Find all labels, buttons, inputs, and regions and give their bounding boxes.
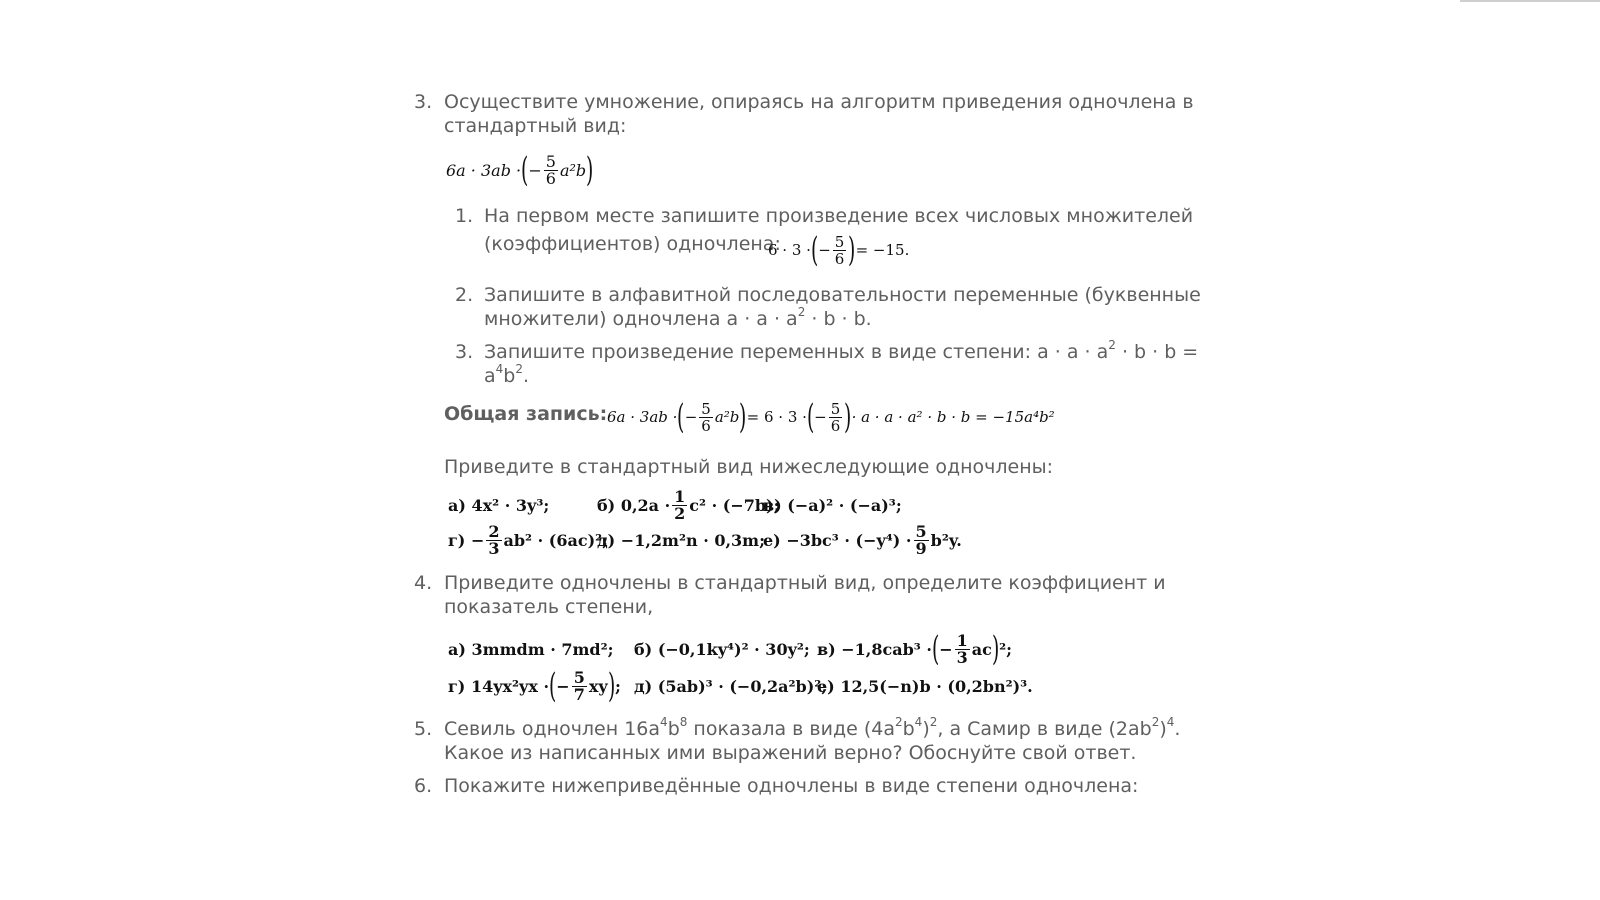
q3-ex-e: е) −3bc³ · (−y⁴) · $\frac{5}{9}$ b²y. bbox=[763, 521, 962, 558]
step-2-number: 2. bbox=[455, 284, 474, 306]
paren-close: ) bbox=[848, 230, 856, 270]
paren-close: ) bbox=[739, 397, 747, 437]
paren-open: ( bbox=[677, 397, 685, 437]
step-1-line2: (коэффициентов) одночлена: bbox=[484, 233, 781, 255]
step-3-line1: Запишите произведение переменных в виде степени: $a \cdot a \cdot a^2 \cdot b \cdot b$ = bbox=[484, 337, 1199, 363]
paren-open: ( bbox=[521, 150, 529, 190]
general-fraction-1 bbox=[699, 401, 713, 434]
ex-g-fraction: $\frac{2}{3}$ bbox=[488, 521, 500, 558]
q3-formula-coef: − bbox=[528, 160, 542, 180]
minus-sign: − bbox=[939, 639, 953, 659]
fraction-denominator: 6 bbox=[830, 416, 841, 435]
fraction-numerator: 5 bbox=[834, 232, 845, 251]
q4-text-line2: показатель степени, bbox=[444, 596, 654, 618]
top-divider bbox=[1460, 0, 1600, 2]
q3-ex-a: а) 4x² · 3y³; bbox=[448, 495, 550, 515]
q5-number: 5. bbox=[414, 718, 433, 740]
step-1-fraction bbox=[833, 234, 847, 267]
minus-sign: − bbox=[818, 241, 831, 259]
paren-close: ) bbox=[586, 150, 594, 190]
general-record-label: Общая запись: bbox=[444, 403, 608, 425]
q4-ex-d: д) (5ab)³ · (−0,2a²b)²; bbox=[634, 676, 828, 696]
general-math-c: = 6 · 3 · bbox=[746, 408, 807, 426]
general-record-formula bbox=[607, 395, 1055, 439]
general-math-b: a²b bbox=[714, 408, 740, 426]
q6-number: 6. bbox=[414, 775, 433, 797]
q4-g-fraction: $\frac{5}{7}$ bbox=[573, 667, 585, 704]
q3-formula-left: 6a · 3ab · bbox=[446, 160, 522, 180]
paren-open: ( bbox=[549, 666, 557, 706]
fraction-denominator: 6 bbox=[545, 168, 556, 188]
step-1-line1: На первом месте запишите произведение всех числовых множителей bbox=[484, 205, 1194, 227]
ex-e-fraction: $\frac{5}{9}$ bbox=[915, 521, 927, 558]
q4-ex-g: г) 14yx²yx · ( − $\frac{5}{7}$ xy ) ; bbox=[448, 666, 621, 706]
step-1-number: 1. bbox=[455, 205, 474, 227]
general-math-a: 6a · 3ab · bbox=[607, 408, 678, 426]
q3-ex-b: б) 0,2a · $\frac{1}{2}$ c² · (−7b); bbox=[597, 486, 780, 523]
q4-ex-e: е) 12,5(−n)b · (0,2bn²)³. bbox=[817, 676, 1033, 696]
q6-text-line1: Покажите нижеприведённые одночлены в виде степени одночлена: bbox=[444, 775, 1139, 797]
ex-b-fraction: $\frac{1}{2}$ bbox=[674, 486, 686, 523]
q3-formula bbox=[446, 148, 593, 192]
minus-sign: − bbox=[684, 408, 698, 426]
paren-close: ) bbox=[607, 666, 615, 706]
q4-ex-v: в) −1,8cab³ · ( − $\frac{1}{3}$ ac ) ²; bbox=[817, 629, 1013, 669]
q3-text-line1: Осуществите умножение, опираясь на алгоритм приведения одночлена в bbox=[444, 91, 1194, 113]
q4-number: 4. bbox=[414, 572, 433, 594]
instruction-text: Приведите в стандартный вид нижеследующие одночлены: bbox=[444, 456, 1054, 478]
paren-open: ( bbox=[931, 629, 940, 669]
q5-text-line1: Севиль одночлен $16a^4b^8$ показала в виде $(4a^2b^4)^2$, а Самир в виде $(2ab^2)^4$. bbox=[444, 714, 1181, 740]
q3-ex-d: д) −1,2m²n · 0,3m; bbox=[597, 530, 765, 550]
q3-number: 3. bbox=[414, 91, 433, 113]
fraction-numerator: 5 bbox=[830, 399, 841, 418]
step-1-formula bbox=[768, 228, 909, 272]
q4-v-fraction: $\frac{1}{3}$ bbox=[956, 630, 968, 667]
step-2-line2: множители) одночлена $a \cdot a \cdot a^2 \cdot b \cdot b$. bbox=[484, 304, 872, 330]
q4-ex-b: б) (−0,1ky⁴)² · 30y²; bbox=[634, 639, 810, 659]
paren-close: ) bbox=[844, 397, 852, 437]
minus-sign: − bbox=[814, 408, 827, 426]
q3-formula-fraction bbox=[544, 151, 558, 188]
q3-text-line2: стандартный вид: bbox=[444, 115, 627, 137]
paren-open: ( bbox=[806, 397, 815, 437]
general-math-d: · a · a · a² · b · b = −15a⁴b² bbox=[851, 408, 1055, 426]
step-1-math-left: 6 · 3 · bbox=[768, 241, 811, 259]
general-fraction-2 bbox=[829, 401, 843, 434]
q3-ex-v: в) (−a)² · (−a)³; bbox=[763, 495, 902, 515]
fraction-numerator: 5 bbox=[545, 151, 556, 171]
q3-ex-g: г) − $\frac{2}{3}$ ab² · (6ac)²; bbox=[448, 521, 609, 558]
fraction-numerator: 5 bbox=[701, 399, 711, 418]
q4-ex-a: а) 3mmdm · 7md²; bbox=[448, 639, 614, 659]
step-3-line2: $a^4b^2$. bbox=[484, 361, 530, 387]
step-2-line1: Запишите в алфавитной последовательности переменные (буквенные bbox=[484, 284, 1201, 306]
fraction-denominator: 6 bbox=[701, 416, 711, 435]
step-3-number: 3. bbox=[455, 341, 474, 363]
paren-open: ( bbox=[810, 230, 819, 270]
paren-close: ) bbox=[991, 629, 1000, 669]
step-1-math-right: = −15. bbox=[855, 241, 910, 259]
q5-text-line2: Какое из написанных ими выражений верно? Обоснуйте свой ответ. bbox=[444, 742, 1137, 764]
q3-formula-var: a²b bbox=[559, 160, 587, 180]
q4-text-line1: Приведите одночлены в стандартный вид, определите коэффициент и bbox=[444, 572, 1166, 594]
fraction-denominator: 6 bbox=[834, 249, 845, 268]
minus-sign: − bbox=[556, 676, 570, 696]
